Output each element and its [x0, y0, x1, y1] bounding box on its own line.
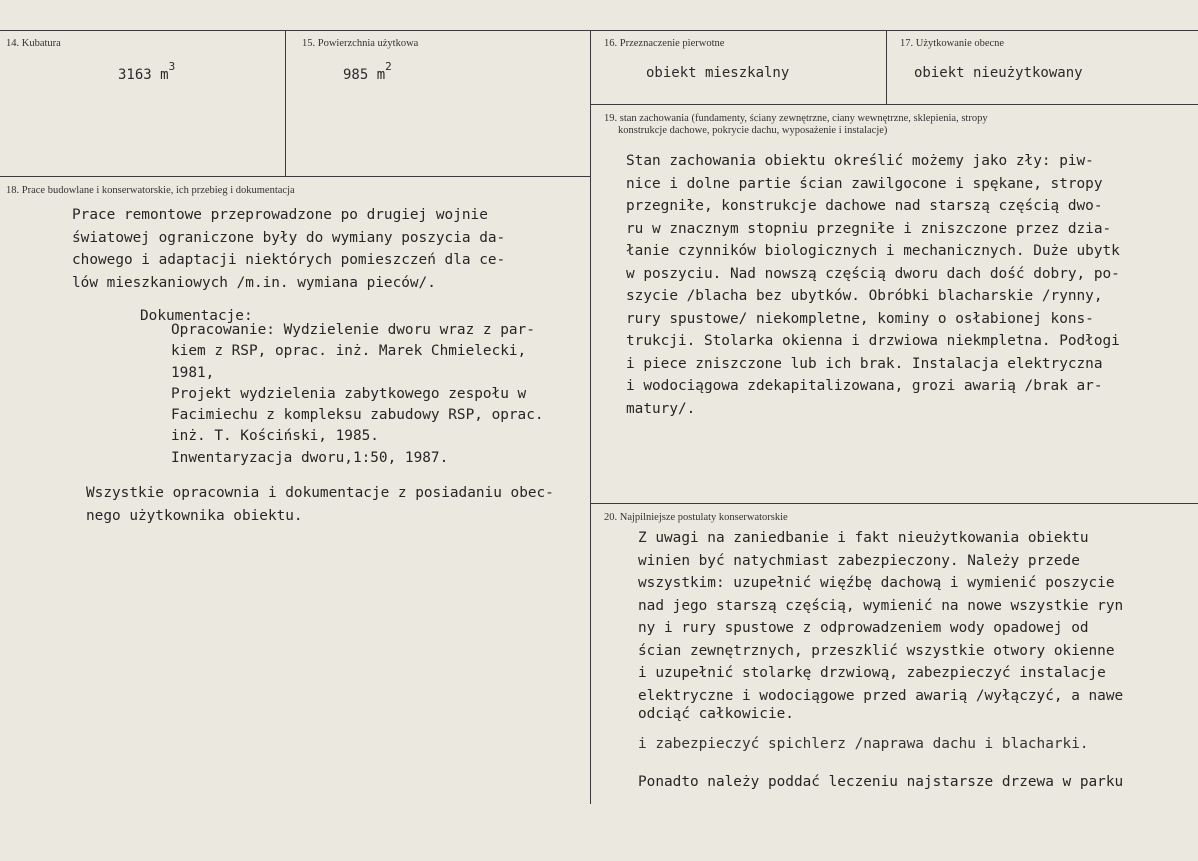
field-14-number: 3163 m — [118, 67, 169, 83]
field-15-exponent: 2 — [385, 60, 392, 73]
text-line: Prace remontowe przeprowadzone po drugiej wojnie — [72, 207, 488, 223]
text-line: rury spustowe/ niekompletne, kominy o osłabionej kons- — [626, 310, 1094, 327]
field-18-footer — [86, 482, 554, 527]
divider-right-upper — [590, 104, 1198, 105]
text-line: i zabezpieczyć spichlerz /naprawa dachu i blacharki. — [638, 735, 1089, 752]
text-line: matury/. — [626, 400, 696, 417]
text-line: Opracowanie: Wydzielenie dworu wraz z par- — [171, 322, 535, 338]
center-divider — [590, 30, 591, 804]
text-line: 1981, — [171, 364, 215, 381]
text-line: nice i dolne partie ścian zawilgocone i spękane, stropy — [626, 175, 1103, 192]
text-line: elektryczne i wodociągowe przed awarią /wyłączyć, a nawe — [638, 687, 1124, 704]
field-18-label: 18. Prace budowlane i konserwatorskie, ich przebieg i dokumentacja — [6, 185, 295, 196]
overstrike-lines — [638, 726, 1123, 861]
text-line: ny i rury spustowe z odprowadzeniem wody opadowej od — [638, 620, 1089, 636]
text-line: i uzupełnić stolarkę drzwiową, zabezpieczyć instalacje — [638, 665, 1106, 681]
text-line: Projekt wydzielenia zabytkowego zespołu w — [171, 385, 527, 402]
field-14-value — [118, 60, 175, 83]
text-line: kiem z RSP, oprac. inż. Marek Chmielecki, — [171, 343, 527, 360]
field-15-label: 15. Powierzchnia użytkowa — [302, 38, 419, 49]
field-14-label: 14. Kubatura — [6, 38, 61, 49]
text-line: i piece zniszczone lub ich brak. Instalacja elektryczna — [626, 355, 1103, 372]
text-line: Wszystkie opracownia i dokumentacje z posiadaniu obec- — [86, 485, 554, 501]
field-19-label — [604, 113, 988, 137]
text-line: Inwentaryzacja dworu,1:50, 1987. — [171, 449, 449, 466]
divider-14-15 — [285, 30, 286, 176]
field-19-text — [626, 150, 1120, 420]
top-border — [0, 30, 1198, 31]
text-line: Facimiechu z kompleksu zabudowy RSP, oprac. — [171, 407, 544, 424]
text-line: Stan zachowania obiektu określić możemy jako zły: piw- — [626, 153, 1094, 169]
field-17-label: 17. Użytkowanie obecne — [900, 38, 1005, 49]
text-line: przegniłe, konstrukcje dachowe nad starszą częścią dwo- — [626, 198, 1103, 214]
text-line: Ponadto należy poddać leczeniu najstarsze drzewa w parku — [638, 773, 1124, 790]
text-line: trukcji. Stolarka okienna i drzwiowa niekmpletna. Podłogi — [626, 333, 1120, 349]
text-line: nego użytkownika obiektu. — [86, 507, 303, 524]
text-line: w poszyciu. Nad nowszą częścią dworu dach dość dobry, po- — [626, 265, 1120, 282]
field-17-value: obiekt nieużytkowany — [914, 65, 1083, 81]
field-14-exponent: 3 — [168, 60, 176, 73]
text-line: szycie /blacha bez ubytków. Obróbki blacharskie /rynny, — [626, 288, 1103, 304]
text-line: ru w znacznym stopniu przegniłe i zniszczone przez dzia- — [626, 220, 1112, 237]
field-15-number: 985 m — [343, 67, 386, 83]
field-15-value — [343, 60, 392, 83]
text-line: odciąć całkowicie. — [638, 706, 794, 722]
field-18-paragraph — [72, 204, 505, 294]
text-line: Dokumentacje: — [140, 308, 253, 324]
label-line: konstrukcje dachowe, pokrycie dachu, wyposażenie i instalacje) — [618, 125, 888, 136]
text-line: wszystkim: uzupełnić więźbę dachową i wymienić poszycie — [638, 575, 1115, 591]
text-line: Z uwagi na zaniedbanie i fakt nieużytkowania obiektu — [638, 530, 1089, 546]
text-line: nad jego starszą częścią, wymienić na nowe wszystkie ryn — [638, 597, 1124, 614]
field-16-label: 16. Przeznaczenie pierwotne — [604, 38, 725, 49]
text-line: lów mieszkaniowych /m.in. wymiana pieców/. — [72, 274, 436, 291]
text-line: winien być natychmiast zabezpieczony. Należy przede — [638, 552, 1080, 569]
divider-16-17 — [886, 30, 887, 104]
text-line: łanie czynników biologicznych i mechanicznych. Duże ubytk — [626, 243, 1120, 259]
field-20-text — [638, 527, 1123, 861]
text-line: i wodociągowa zdekapitalizowana, grozi awarią /brak ar- — [626, 378, 1103, 394]
divider-right-lower — [590, 503, 1198, 504]
text-line: światowej ograniczone były do wymiany poszycia da- — [72, 229, 506, 246]
text-line: chowego i adaptacji niektórych pomieszczeń dla ce- — [72, 252, 506, 268]
label-line: 19. stan zachowania (fundamenty, ściany zewnętrzne, ciany wewnętrzne, sklepienia, stropy — [604, 113, 988, 124]
divider-left-mid — [0, 176, 590, 177]
text-line: inż. T. Kościński, 1985. — [171, 428, 379, 445]
text-line: ścian zewnętrznych, przeszklić wszystkie otwory okienne — [638, 642, 1115, 659]
field-20-label: 20. Najpilniejsze postulaty konserwatorskie — [604, 512, 788, 523]
field-16-value: obiekt mieszkalny — [646, 65, 790, 81]
field-18-docs — [171, 320, 544, 469]
